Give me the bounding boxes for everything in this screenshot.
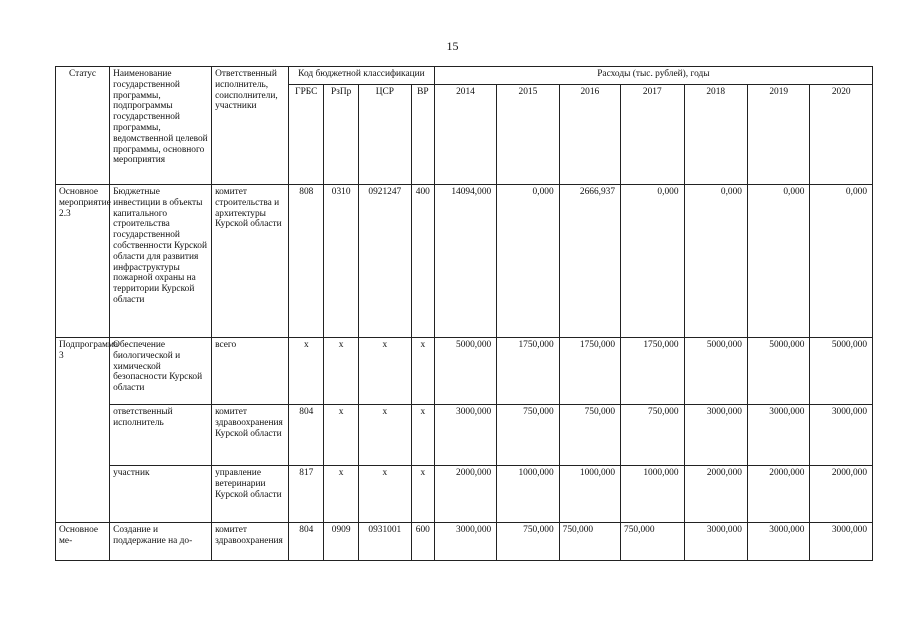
header-expenses-group: Расходы (тыс. рублей), годы (434, 67, 872, 85)
cell-value: 3000,000 (434, 405, 496, 466)
header-year: 2016 (559, 85, 620, 185)
cell-value: 1750,000 (559, 338, 620, 405)
cell-csr: х (358, 405, 411, 466)
cell-rzpr: 0909 (324, 523, 358, 561)
cell-status: Основное ме- (56, 523, 110, 561)
cell-value: 2666,937 (559, 185, 620, 338)
cell-vr: х (411, 338, 434, 405)
header-row-1 (56, 67, 873, 85)
cell-csr: 0931001 (358, 523, 411, 561)
header-year: 2017 (621, 85, 684, 185)
cell-value: 0,000 (747, 185, 809, 338)
cell-value: 750,000 (621, 523, 684, 561)
table-row (56, 338, 873, 405)
header-vr: ВР (411, 85, 434, 185)
cell-value: 3000,000 (810, 523, 873, 561)
header-year: 2019 (747, 85, 809, 185)
cell-value: 0,000 (810, 185, 873, 338)
cell-value: 3000,000 (434, 523, 496, 561)
cell-responsible: комитет здравоохранения Курской области (212, 405, 289, 466)
cell-value: 1000,000 (559, 466, 620, 523)
cell-csr: х (358, 338, 411, 405)
cell-value: 2000,000 (434, 466, 496, 523)
cell-vr: х (411, 466, 434, 523)
cell-value: 5000,000 (434, 338, 496, 405)
cell-status: Подпрограмма 3 (56, 338, 110, 523)
cell-value: 3000,000 (747, 523, 809, 561)
cell-value: 2000,000 (747, 466, 809, 523)
cell-grbs: 804 (289, 523, 324, 561)
cell-rzpr: х (324, 466, 358, 523)
cell-vr: 400 (411, 185, 434, 338)
table-row (56, 405, 873, 466)
header-csr: ЦСР (358, 85, 411, 185)
cell-value: 1000,000 (621, 466, 684, 523)
cell-name: ответственный исполнитель (110, 405, 212, 466)
cell-name: участник (110, 466, 212, 523)
header-year: 2014 (434, 85, 496, 185)
cell-value: 2000,000 (810, 466, 873, 523)
cell-value: 2000,000 (684, 466, 747, 523)
table-row (56, 185, 873, 338)
page-number: 15 (446, 39, 459, 53)
cell-value: 5000,000 (684, 338, 747, 405)
cell-csr: 0921247 (358, 185, 411, 338)
cell-value: 1000,000 (497, 466, 559, 523)
cell-value: 3000,000 (810, 405, 873, 466)
header-name: Наименование государственной программы, подпрограммы государственной программы, ведомственной целевой программы, основного мероприятия (110, 67, 212, 185)
header-year: 2018 (684, 85, 747, 185)
cell-rzpr: 0310 (324, 185, 358, 338)
cell-responsible: всего (212, 338, 289, 405)
header-year: 2015 (497, 85, 559, 185)
cell-rzpr: х (324, 338, 358, 405)
cell-csr: х (358, 466, 411, 523)
cell-value: 3000,000 (684, 523, 747, 561)
cell-value: 750,000 (621, 405, 684, 466)
cell-responsible: управление ветеринарии Курской области (212, 466, 289, 523)
cell-value: 750,000 (497, 405, 559, 466)
cell-value: 1750,000 (497, 338, 559, 405)
cell-value: 750,000 (559, 523, 620, 561)
cell-value: 750,000 (559, 405, 620, 466)
header-grbs: ГРБС (289, 85, 324, 185)
cell-value: 0,000 (621, 185, 684, 338)
header-status: Статус (56, 67, 110, 185)
cell-grbs: х (289, 338, 324, 405)
cell-value: 14094,000 (434, 185, 496, 338)
cell-grbs: 804 (289, 405, 324, 466)
cell-grbs: 808 (289, 185, 324, 338)
cell-value: 3000,000 (684, 405, 747, 466)
budget-table (55, 66, 873, 561)
cell-rzpr: х (324, 405, 358, 466)
cell-vr: 600 (411, 523, 434, 561)
cell-name: Обеспечение биологической и химической безопасности Курской области (110, 338, 212, 405)
cell-grbs: 817 (289, 466, 324, 523)
cell-value: 0,000 (497, 185, 559, 338)
cell-responsible: комитет здравоохранения (212, 523, 289, 561)
cell-value: 3000,000 (747, 405, 809, 466)
cell-status: Основное мероприятие 2.3 (56, 185, 110, 338)
cell-vr: х (411, 405, 434, 466)
cell-value: 5000,000 (810, 338, 873, 405)
cell-name: Создание и поддержание на до- (110, 523, 212, 561)
cell-responsible: комитет строительства и архитектуры Курской области (212, 185, 289, 338)
header-code-group: Код бюджетной классификации (289, 67, 435, 85)
cell-value: 750,000 (497, 523, 559, 561)
header-year: 2020 (810, 85, 873, 185)
cell-value: 1750,000 (621, 338, 684, 405)
cell-name: Бюджетные инвестиции в объекты капитального строительства государственной собственности Курской области для развития инфраструктуры пожарной охраны на территории Курской области (110, 185, 212, 338)
cell-value: 0,000 (684, 185, 747, 338)
header-responsible: Ответственный исполнитель, соисполнители, участники (212, 67, 289, 185)
table-row (56, 466, 873, 523)
header-rzpr: РзПр (324, 85, 358, 185)
cell-value: 5000,000 (747, 338, 809, 405)
table-row (56, 523, 873, 561)
